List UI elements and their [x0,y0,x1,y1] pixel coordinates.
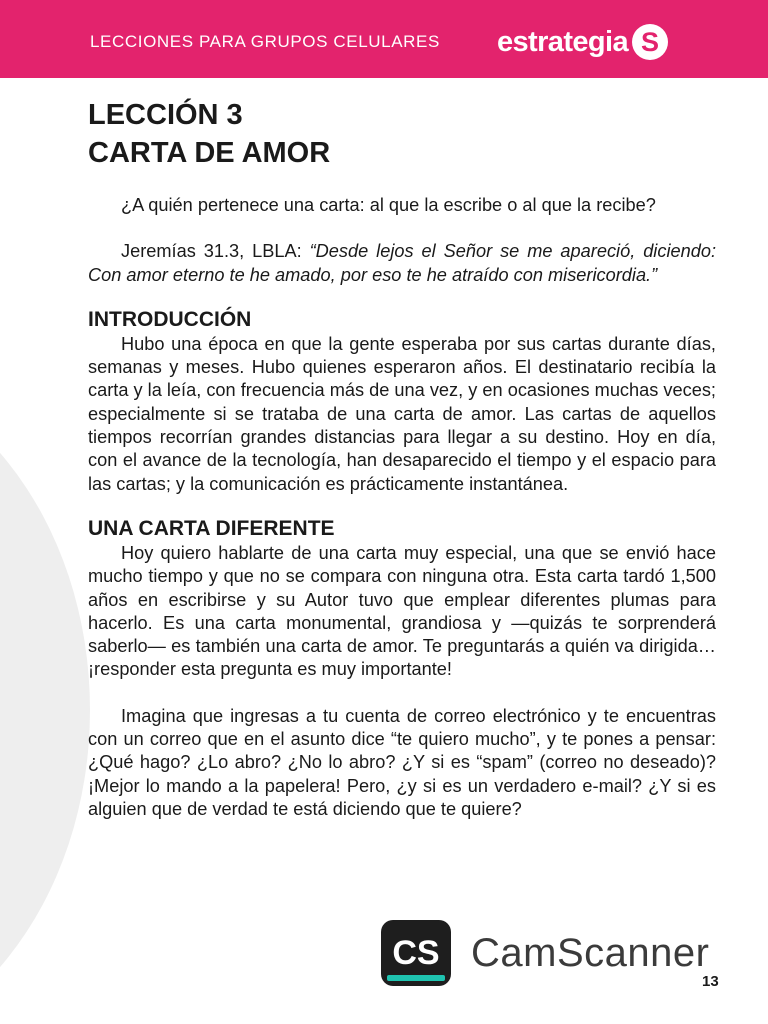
camscanner-watermark [381,920,709,986]
brand-s-icon: S [632,24,668,60]
carta-diferente-paragraph-2: Imagina que ingresas a tu cuenta de correo electrónico y te encuentras con un correo que en el asunto dice “te quiero mucho”, y te pones a pensar: ¿Qué hago? ¿Lo abro? ¿No lo abro? ¿Y si es “spam” (correo no deseado)? ¡Mejor lo mando a la papelera! Pero, ¿y si es un verdadero e-mail? ¿Y si es alguien que de verdad te está diciendo que te quiere? [88,705,716,819]
series-title: LECCIONES PARA GRUPOS CELULARES [90,32,440,51]
verse-paragraph [88,240,716,287]
verse-reference: Jeremías 31.3, LBLA: [121,241,310,262]
brand-name: estrategia [497,25,629,58]
section-heading-introduction: INTRODUCCIÓN [88,307,252,331]
background-curve [0,360,90,1024]
carta-diferente-paragraph-1: Hoy quiero hablarte de una carta muy especial, una que se envió hace mucho tiempo y que no se compara con ninguna otra. Esta carta tardó 1,500 años en escribirse y su Autor tuvo que emplear diferentes plumas para hacerlo. Es una carta monumental, grandiosa y —quizás te sorprenderá saberlo— es también una carta de amor. Te preguntarás a quién va dirigida… ¡responder esta pregunta es muy importante! [88,542,716,680]
page-number: 13 [702,973,719,990]
camscanner-text: CamScanner [471,930,710,975]
introduction-paragraph: Hubo una época en que la gente esperaba por sus cartas durante días, semanas y meses. Hubo quienes esperaron años. El destinatario recibía la carta y la leía, con frecuencia más de una vez, y en ocasiones muchas veces; especialmente si se trataba de una carta de amor. Las cartas de aquellos tiempos recorrían grandes distancias para llegar a su destino. Hoy en día, con el avance de la tecnología, han desaparecido el tiempo y el espacio para las cartas; y la comunicación es prácticamente instantánea. [88,333,716,494]
camscanner-icon: CS [381,920,451,986]
opening-question: ¿A quién pertenece una carta: al que la escribe o al que la recibe? [121,195,656,215]
section-heading-carta-diferente: UNA CARTA DIFERENTE [88,516,335,540]
lesson-name: CARTA DE AMOR [88,137,331,169]
verse-quote: “Desde lejos el Señor se me apareció, diciendo: Con amor eterno te he amado, por eso te he atraído con misericordia.” [88,241,716,285]
brand-logo [497,24,668,60]
page-content [88,96,716,821]
lesson-title [88,96,716,172]
page-header [0,0,768,78]
lesson-number: LECCIÓN 3 [88,99,243,131]
